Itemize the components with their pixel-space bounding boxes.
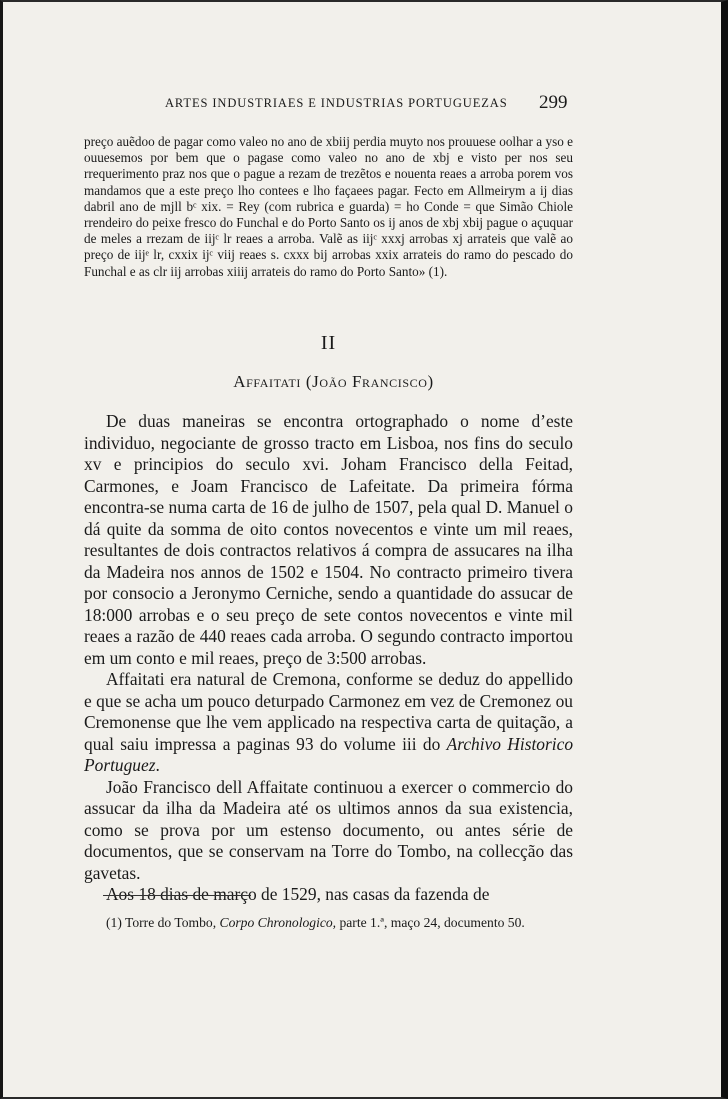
quoted-document: [84, 134, 573, 280]
section-numeral: II: [320, 332, 337, 354]
page-header: [3, 92, 721, 116]
footnote: [84, 914, 573, 931]
page-number: 299: [539, 92, 568, 113]
paragraph-3-text: João Francisco dell Affaitate continuou a exercer o commercio do assucar da ilha da Madeira até os ultimos annos da sua existencia, como se prova por um estenso documento, ou antes série de documentos, que se conservam na Torre do Tombo, na collecção das gavetas.: [84, 776, 573, 883]
paragraph-2-end: .: [155, 755, 160, 775]
footnote-marker: (1) Torre do Tombo,: [106, 915, 220, 930]
section-title: Affaitati (João Francisco): [233, 372, 434, 391]
paragraph-2: [84, 669, 573, 777]
footnote-rule: [103, 895, 251, 896]
running-head: ARTES INDUSTRIAES E INDUSTRIAS PORTUGUEZAS: [165, 96, 508, 110]
footnote-paragraph: [84, 914, 573, 931]
journal-title: Archivo Historico Portuguez: [84, 733, 574, 775]
paragraph-1: [84, 411, 573, 669]
body-text: [84, 411, 573, 906]
paragraph-2-text: Affaitati era natural de Cremona, conforme se deduz do appellido e que se acha um pouco deturpado Carmonez em vez de Cremonez ou Cremonense que lhe vem applicado na respectiva carta de quitação, a qual saiu impressa a paginas 93 do volume iii do: [84, 669, 573, 754]
paragraph-1-text: De duas maneiras se encontra ortographado o nome d’este individuo, negociante de grosso tracto em Lisboa, nos fins do seculo xv e principios do seculo xvi. Joham Francisco della Feitad, Carmones, e Joam Francisco de Lafeitate. Da primeira fórma encontra-se numa carta de 16 de julho de 1507, pela qual D. Manuel o dá quite da somma de oito contos novecentos e vinte um mil reaes, resultantes de dois contractos relativos á compra de assucares na ilha da Madeira nos annos de 1502 e 1504. No contracto primeiro tivera por consocio a Jeronymo Cerniche, sendo a quantidade do assucar de 18:000 arrobas e o seu preço de sete contos novecentos e vinte mil reaes a razão de 440 reaes cada arroba. O segundo contracto importou em um conto e mil reaes, preço de 3:500 arrobas.: [84, 411, 573, 668]
paragraph-3: [84, 777, 573, 885]
paragraph-4-text: Aos 18 dias de março de 1529, nas casas da fazenda de: [106, 884, 490, 904]
footnote-rest: parte 1.ª, maço 24, documento 50.: [336, 915, 525, 930]
footnote-source: Corpo Chronologico,: [219, 915, 337, 930]
quote-paragraph: preço auẽdoo de pagar como valeo no ano de xbiij perdia muyto nos prouuese oolhar a yso e ouuesemos por bem que o pagase como valeo no ano de xbj e visto per nos seu rrequerimento praz nos que o pague a rezam de trezẽtos e nouenta reaes a arroba porem vos mandamos que a este preço lho contees e lho façaees pagar. Fecto em Allmeirym a ij dias dabril ano de mjll bᶜ xix. = Rey (com rubrica e guarda) = ho Conde = que Simão Chiole rrendeiro do peixe fresco do Funchal e do Porto Santo os ij anos de xbj xbij pague o açuquar de meles a rrezam de iijᶜ lr reaes a arroba. Valẽ as iijᶜ xxxj arrobas xj arrateis que valẽ ao preço de iijᵉ lr, cxxix ijᶜ viij reaes s. cxxx bij arrobas xxix arrateis do ramo do pescado do Funchal e as clr iij arrobas xiiij arrateis do ramo do Porto Santo» (1).: [84, 134, 573, 279]
